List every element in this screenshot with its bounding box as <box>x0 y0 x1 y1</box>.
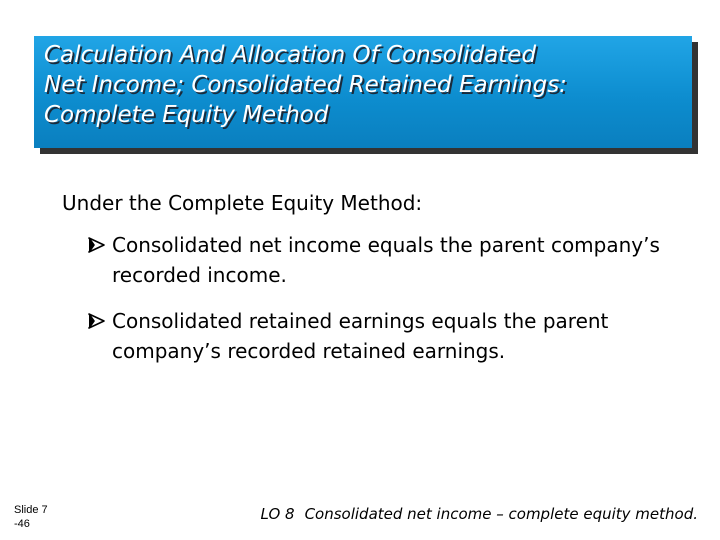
bullet-line: recorded income. <box>112 263 287 287</box>
learning-objective <box>261 504 698 524</box>
bullet-line: Consolidated retained earnings equals the parent <box>112 309 609 333</box>
slide-number-line-2: -46 <box>14 518 30 530</box>
title-banner <box>34 36 692 148</box>
title-line-3: Complete Equity Method <box>44 102 329 128</box>
bullet-item <box>86 230 686 290</box>
slide-number-line-1: Slide 7 <box>14 504 48 516</box>
bullet-line: Consolidated net income equals the parent company’s <box>112 233 660 257</box>
title-line-2: Net Income; Consolidated Retained Earnings: <box>44 72 567 98</box>
bullet-item <box>86 306 686 366</box>
slide-number <box>14 503 48 531</box>
intro-text: Under the Complete Equity Method: <box>62 191 423 215</box>
title-line-1: Calculation And Allocation Of Consolidated <box>44 42 537 68</box>
arrow-bullet-icon <box>86 230 108 260</box>
arrow-bullet-icon <box>86 306 108 336</box>
lo-label: LO 8 <box>260 505 295 523</box>
lo-text: Consolidated net income – complete equity method. <box>304 505 698 523</box>
bullet-line: company’s recorded retained earnings. <box>112 339 506 363</box>
